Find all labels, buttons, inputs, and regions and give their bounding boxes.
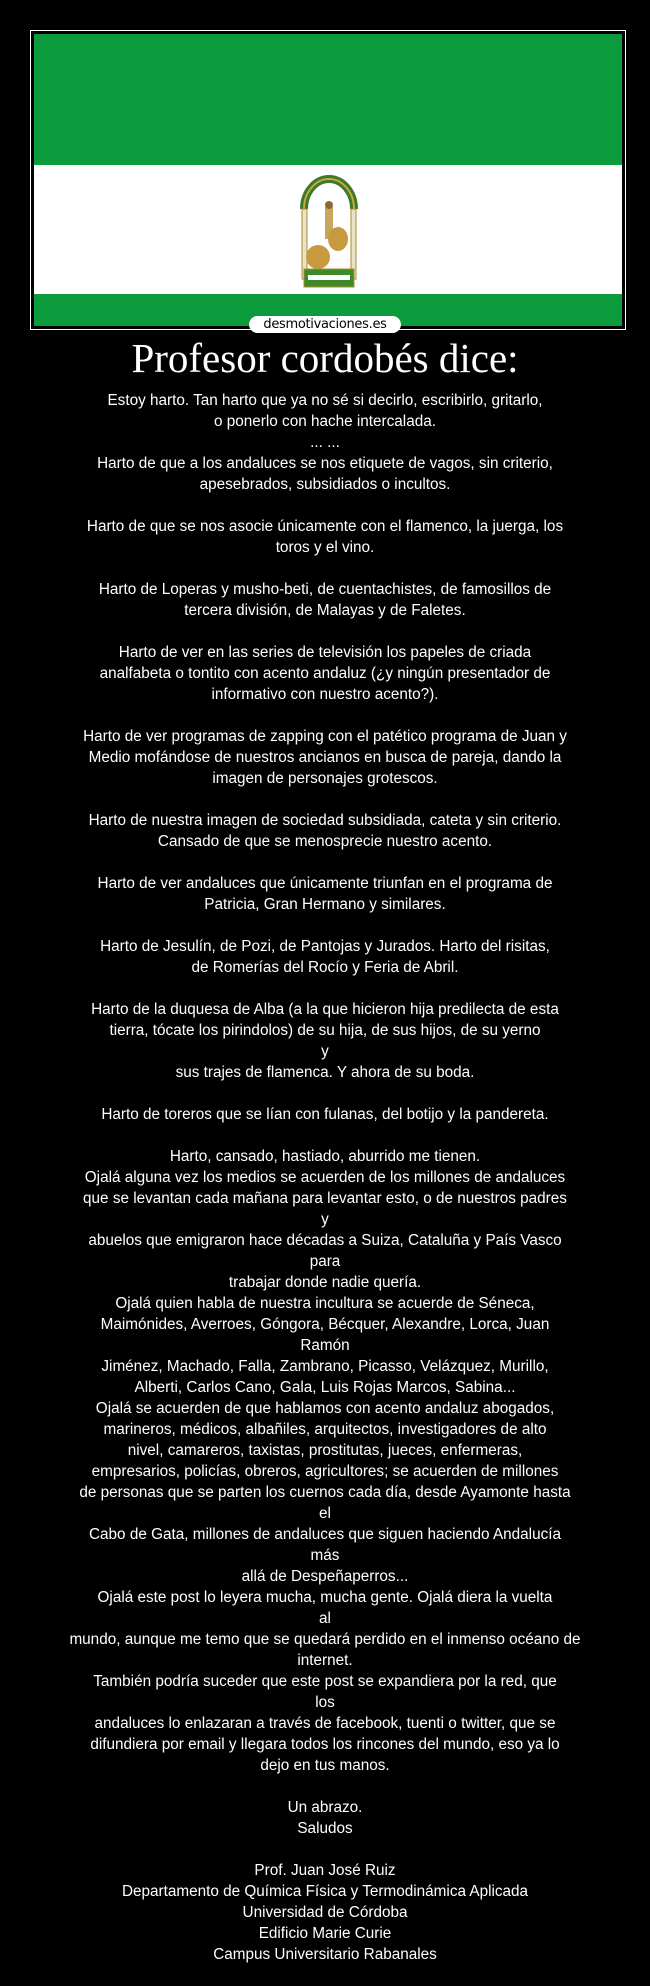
text-line: más — [310, 1547, 340, 1564]
text-line: Medio mofándose de nuestros ancianos en busca de pareja, dando la — [88, 749, 562, 766]
text-line: empresarios, policías, obreros, agricultores; se acuerden de millones — [91, 1463, 559, 1480]
text-line: y — [321, 1043, 329, 1060]
text-line: Harto de que se nos asocie únicamente con el flamenco, la juerga, los — [86, 518, 564, 535]
text-line: Harto de toreros que se lían con fulanas, del botijo y la pandereta. — [101, 1106, 549, 1123]
text-line: Edificio Marie Curie — [258, 1925, 392, 1942]
text-line: También podría suceder que este post se expandiera por la red, que — [93, 1673, 557, 1690]
text-line: difundiera por email y llegara todos los rincones del mundo, eso ya lo — [90, 1736, 560, 1753]
text-line: de Romerías del Rocío y Feria de Abril. — [191, 959, 459, 976]
text-line: andaluces lo enlazaran a través de facebook, tuenti o twitter, que se — [94, 1715, 556, 1732]
text-line: allá de Despeñaperros... — [241, 1568, 409, 1585]
text-line: Estoy harto. Tan harto que ya no sé si decirlo, escribirlo, gritarlo, — [107, 392, 543, 409]
text-line: Ojalá quien habla de nuestra incultura se acuerde de Séneca, — [115, 1295, 535, 1312]
text-line: Harto de ver programas de zapping con el patético programa de Juan y — [83, 728, 567, 745]
poster-body-text — [0, 390, 650, 1965]
text-line: Harto de ver en las series de televisión los papeles de criada — [118, 644, 532, 661]
blank-line — [0, 978, 650, 999]
poster-image-frame — [30, 30, 626, 330]
blank-line — [0, 1083, 650, 1104]
text-line: o ponerlo con hache intercalada. — [214, 413, 436, 430]
blank-line — [0, 705, 650, 726]
text-line: dejo en tus manos. — [260, 1757, 390, 1774]
text-line: Ramón — [300, 1337, 350, 1354]
text-line: Harto de que a los andaluces se nos etiquete de vagos, sin criterio, — [97, 455, 553, 472]
text-line: sus trajes de flamenca. Y ahora de su boda. — [175, 1064, 475, 1081]
text-line: tercera división, de Malayas y de Faletes. — [184, 602, 466, 619]
text-line: que se levantan cada mañana para levantar esto, o de nuestros padres — [83, 1190, 567, 1207]
text-line: Maimónides, Averroes, Góngora, Bécquer, Alexandre, Lorca, Juan — [100, 1316, 550, 1333]
blank-line — [0, 621, 650, 642]
text-line: Harto de ver andaluces que únicamente triunfan en el programa de — [97, 875, 553, 892]
text-line: Harto de la duquesa de Alba (a la que hicieron hija predilecta de esta — [91, 1001, 559, 1018]
text-line: Cansado de que se menosprecie nuestro acento. — [157, 833, 493, 850]
poster-title: Profesor cordobés dice: — [131, 335, 519, 381]
text-line: mundo, aunque me temo que se quedará perdido en el inmenso océano de — [69, 1631, 581, 1648]
text-line: imagen de personajes grotescos. — [212, 770, 438, 787]
text-line: Prof. Juan José Ruiz — [254, 1862, 396, 1879]
text-line: Departamento de Química Física y Termodinámica Aplicada — [121, 1883, 529, 1900]
text-line: tierra, tócate los pirindolos) de su hija, de sus hijos, de su yerno — [109, 1022, 541, 1039]
text-line: toros y el vino. — [275, 539, 375, 556]
text-line: internet. — [297, 1652, 353, 1669]
text-line: ... ... — [310, 434, 340, 451]
blank-line — [0, 1125, 650, 1146]
text-line: Universidad de Córdoba — [242, 1904, 408, 1921]
text-line: Saludos — [297, 1820, 353, 1837]
text-line: nivel, camareros, taxistas, prostitutas, jueces, enfermeras, — [127, 1442, 523, 1459]
text-line: Cabo de Gata, millones de andaluces que siguen haciendo Andalucía — [89, 1526, 561, 1543]
blank-line — [0, 915, 650, 936]
text-line: Campus Universitario Rabanales — [213, 1946, 437, 1963]
text-line: Harto de Jesulín, de Pozi, de Pantojas y Jurados. Harto del risitas, — [100, 938, 550, 955]
coat-of-arms-icon — [298, 169, 360, 293]
watermark-logo: desmotivaciones.es — [249, 316, 401, 333]
andalusia-flag-image — [34, 34, 622, 326]
text-line: de personas que se parten los cuernos cada día, desde Ayamonte hasta — [79, 1484, 571, 1501]
text-line: informativo con nuestro acento?). — [211, 686, 439, 703]
text-line: abuelos que emigraron hace décadas a Suiza, Cataluña y País Vasco — [88, 1232, 562, 1249]
text-line: Un abrazo. — [287, 1799, 363, 1816]
text-line: analfabeta o tontito con acento andaluz (¿y ningún presentador de — [99, 665, 551, 682]
text-line: Jiménez, Machado, Falla, Zambrano, Picasso, Velázquez, Murillo, — [101, 1358, 549, 1375]
text-line: trabajar donde nadie quería. — [228, 1274, 422, 1291]
text-line: Ojalá este post lo leyera mucha, mucha gente. Ojalá diera la vuelta — [97, 1589, 553, 1606]
text-line: marineros, médicos, albañiles, arquitectos, investigadores de alto — [103, 1421, 547, 1438]
text-line: Alberti, Carlos Cano, Gala, Luis Rojas Marcos, Sabina... — [134, 1379, 516, 1396]
text-line: los — [315, 1694, 335, 1711]
blank-line — [0, 1839, 650, 1860]
blank-line — [0, 1776, 650, 1797]
text-line: para — [309, 1253, 341, 1270]
blank-line — [0, 558, 650, 579]
text-line: el — [319, 1505, 331, 1522]
text-line: Harto de Loperas y musho-beti, de cuentachistes, de famosillos de — [98, 581, 552, 598]
text-line: Ojalá alguna vez los medios se acuerden de los millones de andaluces — [84, 1169, 566, 1186]
text-line: y — [321, 1211, 329, 1228]
text-line: apesebrados, subsidiados o incultos. — [199, 476, 451, 493]
text-line: Patricia, Gran Hermano y similares. — [204, 896, 446, 913]
text-line: Ojalá se acuerden de que hablamos con acento andaluz abogados, — [95, 1400, 555, 1417]
blank-line — [0, 495, 650, 516]
text-line: al — [319, 1610, 331, 1627]
blank-line — [0, 852, 650, 873]
text-line: Harto de nuestra imagen de sociedad subsidiada, cateta y sin criterio. — [88, 812, 562, 829]
text-line: Harto, cansado, hastiado, aburrido me tienen. — [169, 1148, 481, 1165]
blank-line — [0, 789, 650, 810]
